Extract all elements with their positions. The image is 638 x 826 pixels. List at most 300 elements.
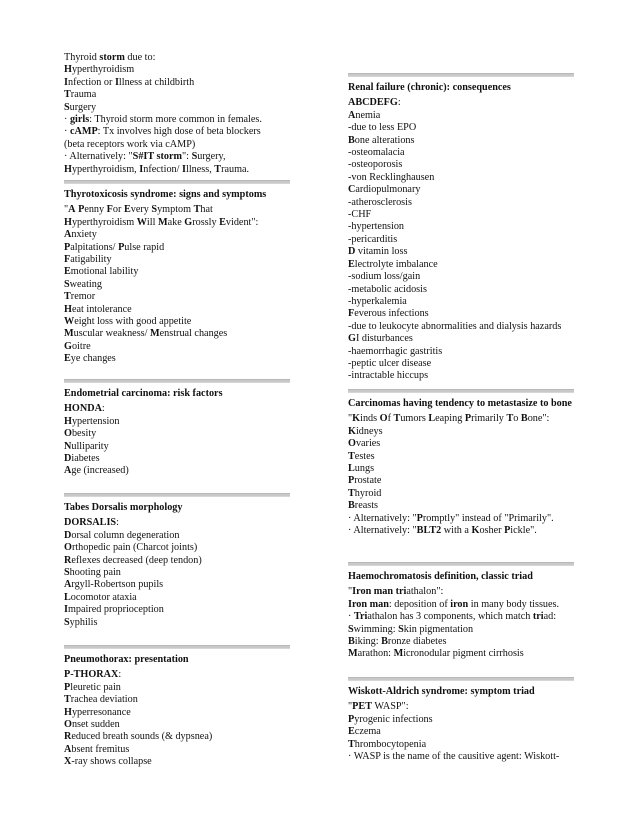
text-segment: inds <box>360 413 380 425</box>
text-segment: eflexes decreased (deep tendon) <box>71 554 202 566</box>
text-segment: varies <box>355 438 381 450</box>
text-line <box>348 611 584 623</box>
text-segment: romptly" instead of "Primarily". <box>422 512 554 524</box>
section-thyrotoxicosis <box>64 180 300 366</box>
text-segment: hat <box>200 204 213 216</box>
mnemonic-letter: B <box>520 413 528 425</box>
section-divider <box>64 180 290 184</box>
section-body <box>64 204 300 365</box>
text-segment: nfection/ <box>143 163 183 175</box>
text-line <box>348 525 584 537</box>
text-line <box>348 234 584 246</box>
text-segment: llness at childbirth <box>118 76 195 88</box>
mnemonic-letter: F <box>348 308 355 320</box>
text-line <box>64 328 300 340</box>
text-segment: (beta receptors work via cAMP) <box>64 138 196 150</box>
text-segment: : Thyroid storm more common in females. <box>89 114 262 126</box>
mnemonic-letter: BLT2 <box>416 525 442 537</box>
text-line <box>64 77 300 89</box>
text-segment: ": <box>182 151 192 163</box>
section-divider <box>64 493 290 497</box>
text-line <box>348 159 584 171</box>
mnemonic-letter: M <box>150 328 160 340</box>
text-segment: -osteomalacia <box>348 147 405 159</box>
text-segment: -atherosclerosis <box>348 196 412 208</box>
text-segment: weating <box>69 278 102 290</box>
mnemonic-letter: O <box>64 719 72 731</box>
mnemonic-letter: M <box>157 216 168 228</box>
mnemonic-letter: O <box>379 413 388 425</box>
text-segment: arathon: <box>357 648 394 660</box>
text-segment: athalon has 3 components, which match <box>367 611 533 623</box>
text-segment: everous infections <box>354 308 429 320</box>
text-segment: -hypertension <box>348 221 405 233</box>
text-segment: very <box>130 204 152 216</box>
text-line <box>64 567 300 579</box>
mnemonic-letter: G <box>348 333 356 345</box>
section-divider <box>64 379 290 383</box>
text-segment: osher <box>479 525 505 537</box>
mnemonic-letter: Iron man tri <box>352 586 407 598</box>
section-tabes <box>64 493 300 629</box>
section-divider <box>348 677 574 681</box>
text-segment: iking: <box>354 636 382 648</box>
text-segment: -ray shows collapse <box>71 756 152 768</box>
mnemonic-letter: S <box>151 204 158 216</box>
text-line <box>348 463 584 475</box>
mnemonic-letter: S <box>398 623 404 635</box>
mnemonic-letter: Iron man <box>348 598 389 610</box>
text-segment: " <box>348 586 353 598</box>
mnemonic-letter: L <box>428 413 436 425</box>
mnemonic-letter: E <box>64 266 71 278</box>
text-line <box>64 164 300 176</box>
text-line <box>348 259 584 271</box>
section-body <box>348 586 584 660</box>
text-line <box>348 426 584 438</box>
text-segment: ronze diabetes <box>387 636 447 648</box>
text-segment: bsent fremitus <box>71 743 130 755</box>
section-carcinomas-bone <box>348 389 584 537</box>
mnemonic-letter: P <box>348 475 355 487</box>
section-body <box>64 403 300 477</box>
mnemonic-letter: girls <box>69 114 90 126</box>
text-line <box>348 624 584 636</box>
text-segment: yperthyroidism, <box>71 163 140 175</box>
mnemonic-letter: C <box>348 184 356 196</box>
section-body <box>348 413 584 537</box>
text-line <box>64 530 300 542</box>
text-line <box>348 296 584 308</box>
text-line <box>348 500 584 512</box>
text-line <box>64 139 300 151</box>
section-divider <box>348 562 574 566</box>
text-line <box>348 135 584 147</box>
mnemonic-letter: T <box>64 291 71 303</box>
text-line <box>64 291 300 303</box>
text-segment: o <box>513 413 521 425</box>
mnemonic-letter: iron <box>450 598 469 610</box>
mnemonic-letter: E <box>123 204 131 216</box>
mnemonic-letter: H <box>64 64 72 76</box>
text-segment: due to: <box>124 52 156 63</box>
mnemonic-letter: A <box>64 579 72 591</box>
text-line <box>64 542 300 554</box>
mnemonic-letter: N <box>64 440 72 452</box>
mnemonic-letter: B <box>348 500 355 512</box>
text-segment: hrombocytopenia <box>354 738 427 750</box>
text-segment: hooting pain <box>69 567 121 579</box>
text-segment: -sodium loss/gain <box>348 271 421 283</box>
text-segment: : <box>116 517 119 529</box>
section-divider <box>348 73 574 77</box>
text-line <box>64 428 300 440</box>
mnemonic-letter: tri <box>532 611 544 623</box>
text-line <box>64 579 300 591</box>
text-segment: f <box>387 413 394 425</box>
text-line <box>348 122 584 134</box>
mnemonic-letter: O <box>64 542 72 554</box>
text-segment: ake <box>167 216 185 228</box>
mnemonic-letter: P <box>64 241 71 253</box>
text-line <box>348 475 584 487</box>
text-segment: umors <box>400 413 429 425</box>
text-segment: rostate <box>354 475 382 487</box>
text-line <box>64 151 300 163</box>
mnemonic-letter: PET <box>352 701 372 713</box>
mnemonic-letter: G <box>64 340 72 352</box>
text-line <box>348 346 584 358</box>
text-segment: -due to less EPO <box>348 122 417 134</box>
text-segment: nemia <box>355 109 381 121</box>
section-title: Thyrotoxicosis syndrome: signs and symptoms <box>64 189 267 200</box>
text-segment: -CHF <box>348 209 372 221</box>
mnemonic-letter: T <box>64 694 71 706</box>
text-segment: -haemorrhagic gastritis <box>348 345 443 357</box>
mnemonic-letter: L <box>64 591 71 603</box>
text-line <box>64 465 300 477</box>
text-line <box>64 617 300 629</box>
mnemonic-letter: T <box>393 413 401 425</box>
mnemonic-letter: D <box>348 246 356 258</box>
text-line <box>64 592 300 604</box>
mnemonic-letter: cAMP <box>69 126 98 138</box>
text-segment: hyroid <box>354 487 382 499</box>
text-segment: rossly <box>192 216 220 228</box>
section-haemochromatosis <box>348 562 584 661</box>
text-segment: -hyperkalemia <box>348 295 407 307</box>
text-segment: yperthyroidism <box>71 216 137 228</box>
text-line <box>348 714 584 726</box>
text-segment: -von Recklinghausen <box>348 171 435 183</box>
section-wiskott <box>348 677 584 763</box>
mnemonic-letter: S <box>191 151 198 163</box>
text-line <box>64 453 300 465</box>
text-segment: ad: <box>543 611 557 623</box>
mnemonic-letter: M <box>393 648 404 660</box>
text-line <box>348 221 584 233</box>
text-line <box>64 555 300 567</box>
mnemonic-letter: H <box>64 706 72 718</box>
mnemonic-letter: T <box>64 89 71 101</box>
mnemonic-letter: Tri <box>353 611 368 623</box>
mnemonic-letter: T <box>506 413 514 425</box>
mnemonic-letter: D <box>64 529 72 541</box>
text-line <box>64 279 300 291</box>
section-divider <box>348 389 574 393</box>
text-line <box>64 316 300 328</box>
text-line <box>64 254 300 266</box>
text-segment: orsal column degeneration <box>71 529 180 541</box>
text-line <box>64 217 300 229</box>
text-segment: : <box>101 403 105 415</box>
text-line <box>348 209 584 221</box>
mnemonic-letter: H <box>64 216 72 228</box>
text-segment: : Tx involves high dose of beta blockers <box>97 126 261 138</box>
mnemonic-letter: T <box>214 163 222 175</box>
mnemonic-letter: H <box>64 163 72 175</box>
section-title: Endometrial carcinoma: risk factors <box>64 388 223 399</box>
text-line <box>348 370 584 382</box>
text-segment: ungs <box>354 463 375 475</box>
text-segment: yphilis <box>69 616 98 628</box>
text-segment: -pericarditis <box>348 233 398 245</box>
mnemonic-letter: A <box>64 743 72 755</box>
text-segment: -intractable hiccups <box>348 370 429 382</box>
text-line <box>64 266 300 278</box>
text-line <box>348 97 584 109</box>
text-segment: or <box>112 204 124 216</box>
mnemonic-letter: I <box>114 76 119 88</box>
text-segment: lectrolyte imbalance <box>354 258 438 270</box>
text-line <box>64 756 300 768</box>
text-line <box>348 358 584 370</box>
text-line <box>348 726 584 738</box>
text-segment: · WASP is the name of the causitive agent: Wiskott- <box>348 751 560 763</box>
text-line <box>348 147 584 159</box>
section-thyroid-storm <box>64 52 300 176</box>
mnemonic-letter: A <box>64 465 72 477</box>
text-line <box>64 353 300 365</box>
text-segment: · <box>64 126 70 138</box>
text-segment: urgery, <box>197 151 226 163</box>
text-line <box>348 333 584 345</box>
text-segment: one": <box>527 413 550 425</box>
text-line <box>64 604 300 616</box>
section-renal <box>348 73 584 383</box>
text-segment: rauma. <box>221 163 250 175</box>
mnemonic-letter: H <box>64 303 72 315</box>
mnemonic-letter: W <box>64 316 75 328</box>
mnemonic-letter: R <box>64 554 72 566</box>
text-segment: -due to leukocyte abnormalities and dialysis hazards <box>348 320 562 332</box>
text-segment: atigability <box>70 254 112 266</box>
mnemonic-letter: S <box>64 278 70 290</box>
mnemonic-letter: K <box>352 413 361 425</box>
text-segment: kin pigmentation <box>403 623 474 635</box>
text-segment: · Alternatively: " <box>64 151 133 163</box>
mnemonic-letter: T <box>348 487 355 499</box>
text-line <box>348 413 584 425</box>
text-line <box>64 719 300 731</box>
text-segment: icronodular pigment cirrhosis <box>403 648 524 660</box>
mnemonic-letter: X <box>64 756 72 768</box>
text-segment: -metabolic acidosis <box>348 283 427 295</box>
mnemonic-letter: DORSALIS <box>64 517 117 529</box>
text-line <box>348 488 584 500</box>
text-segment: vitamin loss <box>355 246 408 258</box>
text-segment: · Alternatively: " <box>348 525 417 537</box>
text-segment: WASP": <box>372 701 409 713</box>
text-segment: uscular weakness/ <box>73 328 151 340</box>
text-line <box>64 341 300 353</box>
text-segment: " <box>348 413 353 425</box>
text-line <box>64 102 300 114</box>
text-line <box>64 416 300 428</box>
section-divider <box>64 645 290 649</box>
mnemonic-letter: K <box>471 525 480 537</box>
text-segment: one alterations <box>354 134 415 146</box>
section-title: Wiskott-Aldrich syndrome: symptom triad <box>348 686 535 697</box>
mnemonic-letter: A <box>68 204 76 216</box>
mnemonic-letter: W <box>136 216 147 228</box>
mnemonic-letter: ABCDEFG <box>348 97 398 109</box>
section-body <box>64 517 300 629</box>
text-segment: yrogenic infections <box>354 713 433 725</box>
text-line <box>64 229 300 241</box>
text-line <box>64 204 300 216</box>
mnemonic-letter: S#IT storm <box>132 151 183 163</box>
text-line <box>64 707 300 719</box>
mnemonic-letter: P <box>118 241 125 253</box>
text-segment: estes <box>354 450 375 462</box>
text-line <box>348 438 584 450</box>
mnemonic-letter: O <box>348 438 356 450</box>
text-line <box>64 441 300 453</box>
text-segment: urgery <box>69 101 97 113</box>
text-segment: iabetes <box>71 453 100 465</box>
mnemonic-letter: G <box>184 216 193 228</box>
text-line <box>348 284 584 296</box>
mnemonic-letter: P <box>416 512 423 524</box>
text-segment: I disturbances <box>355 333 413 345</box>
text-segment: : deposition of <box>388 598 451 610</box>
mnemonic-letter: HONDA <box>64 403 102 415</box>
text-segment: leuretic pain <box>70 681 121 693</box>
text-line <box>64 242 300 254</box>
mnemonic-letter: T <box>348 450 355 462</box>
text-line <box>64 403 300 415</box>
text-segment: ge (increased) <box>71 465 129 477</box>
text-line <box>348 110 584 122</box>
text-segment: Thyroid <box>64 52 100 63</box>
text-segment: czema <box>354 726 381 738</box>
text-segment: rachea deviation <box>70 694 138 706</box>
text-segment: nxiety <box>71 229 97 241</box>
text-segment: ymptom <box>157 204 194 216</box>
mnemonic-letter: O <box>64 428 72 440</box>
text-line <box>348 172 584 184</box>
text-line <box>348 184 584 196</box>
text-segment: eaping <box>435 413 465 425</box>
text-segment: : <box>118 669 122 681</box>
text-line <box>64 669 300 681</box>
text-line <box>64 304 300 316</box>
text-line <box>64 52 300 64</box>
mnemonic-letter: P-THORAX <box>64 669 119 681</box>
section-title: Haemochromatosis definition, classic triad <box>348 571 533 582</box>
text-segment: " <box>64 204 69 216</box>
mnemonic-letter: D <box>64 453 72 465</box>
section-body <box>348 97 584 382</box>
mnemonic-letter: B <box>348 636 355 648</box>
mnemonic-letter: P <box>504 525 511 537</box>
text-segment: yperthyroidism <box>71 64 135 76</box>
text-line <box>64 744 300 756</box>
text-line <box>348 246 584 258</box>
text-segment: " <box>348 701 353 713</box>
mnemonic-letter: T <box>193 204 201 216</box>
text-segment: ypertension <box>71 415 120 427</box>
text-segment: ocomotor ataxia <box>70 591 137 603</box>
text-segment: reasts <box>354 500 378 512</box>
mnemonic-letter: A <box>348 109 356 121</box>
mnemonic-letter: A <box>64 229 72 241</box>
text-segment: mpaired proprioception <box>67 604 164 616</box>
text-segment: yperresonance <box>71 706 131 718</box>
mnemonic-letter: S <box>64 616 70 628</box>
text-line <box>348 586 584 598</box>
text-segment: with a <box>441 525 472 537</box>
section-title: Tabes Dorsalis morphology <box>64 502 183 513</box>
text-segment: rauma <box>70 89 97 101</box>
text-segment: llness, <box>185 163 215 175</box>
text-segment: eat intolerance <box>71 303 132 315</box>
mnemonic-letter: M <box>64 328 74 340</box>
text-segment: enstrual changes <box>159 328 228 340</box>
text-segment: enny <box>84 204 107 216</box>
section-body <box>64 52 300 176</box>
text-line <box>64 89 300 101</box>
text-line <box>348 739 584 751</box>
mnemonic-letter: T <box>348 738 355 750</box>
section-title: Carcinomas having tendency to metastasize to bone <box>348 398 572 409</box>
text-segment: ulliparity <box>71 440 109 452</box>
mnemonic-letter: I <box>139 163 144 175</box>
mnemonic-letter: storm <box>99 52 125 63</box>
text-line <box>348 451 584 463</box>
section-title: Pneumothorax: presentation <box>64 654 189 665</box>
text-line <box>348 321 584 333</box>
mnemonic-letter: L <box>348 463 355 475</box>
mnemonic-letter: P <box>78 204 85 216</box>
mnemonic-letter: I <box>64 604 68 616</box>
text-line <box>348 648 584 660</box>
mnemonic-letter: S <box>64 101 70 113</box>
text-segment: ickle". <box>510 525 537 537</box>
text-line <box>64 126 300 138</box>
mnemonic-letter: B <box>381 636 388 648</box>
text-segment: remor <box>70 291 96 303</box>
text-segment: rgyll-Robertson pupils <box>71 579 164 591</box>
mnemonic-letter: E <box>348 258 355 270</box>
text-segment: ye changes <box>70 353 116 365</box>
text-segment: ulse rapid <box>124 241 165 253</box>
text-line <box>64 694 300 706</box>
text-line <box>64 731 300 743</box>
text-segment: -osteoporosis <box>348 159 403 171</box>
section-title: Renal failure (chronic): consequences <box>348 82 511 93</box>
